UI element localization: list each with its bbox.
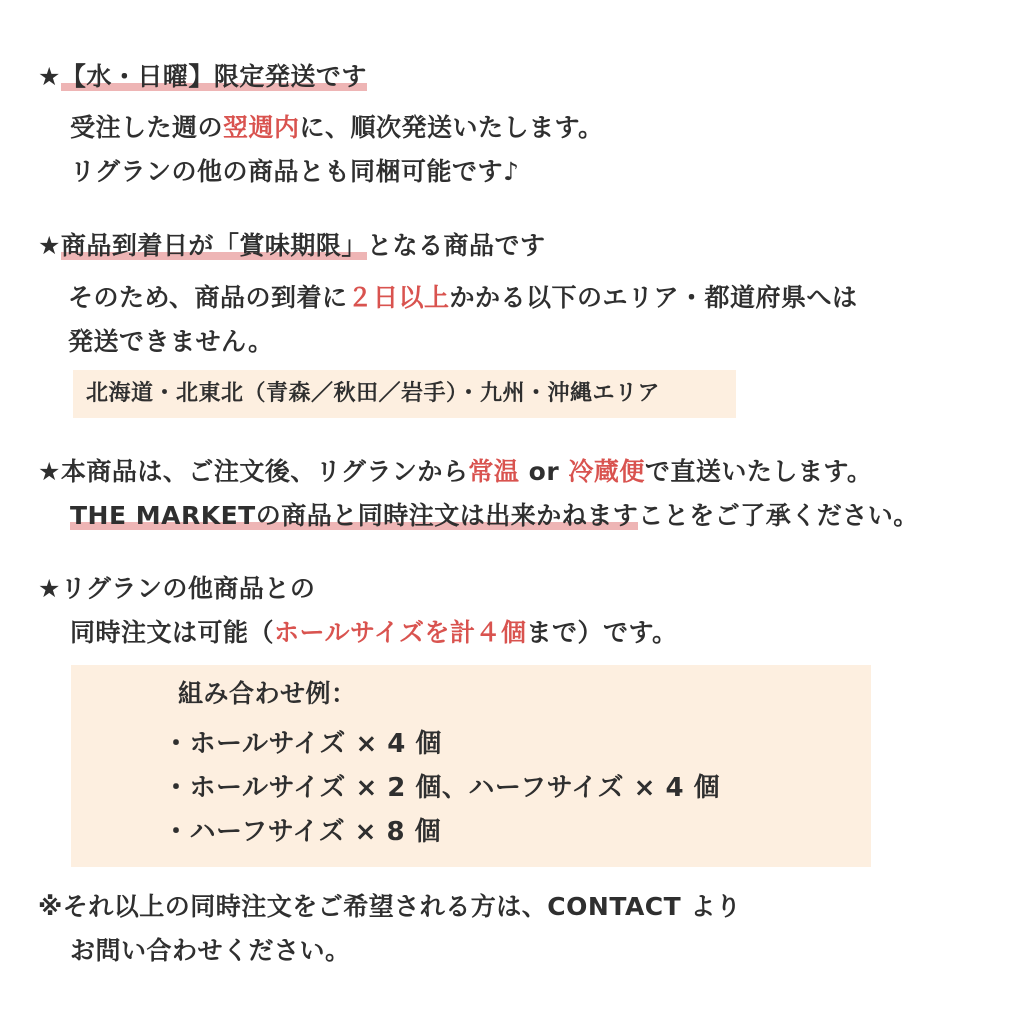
section4-line: [70, 616, 678, 650]
text: そのため、商品の到着に: [68, 283, 348, 312]
area-list: 北海道・北東北（青森／秋田／岩手）・九州・沖縄エリア: [86, 381, 661, 406]
highlight-text: ２日以上: [347, 283, 450, 312]
star-icon: ★: [38, 62, 61, 91]
text: ことをご了承ください。: [638, 501, 919, 530]
note-line1: ※それ以上の同時注文をご希望される方は、CONTACT より: [38, 892, 742, 921]
section2-line1: [68, 281, 858, 315]
section1-heading-text: 【水・日曜】限定発送です: [60, 62, 367, 91]
example-item: ・ハーフサイズ × 8 個: [163, 817, 442, 847]
section3-line1: [38, 455, 872, 489]
section1-line2: リグランの他の商品とも同梱可能です♪: [70, 157, 520, 186]
example-item: ・ホールサイズ × 4 個: [163, 729, 442, 759]
text: 同時注文は可能（: [70, 618, 275, 647]
section2-line2: 発送できません。: [68, 327, 274, 356]
section2-heading: [38, 229, 545, 263]
section3-highlight: THE MARKETの商品と同時注文は出来かねます: [70, 501, 639, 530]
example-item: ・ホールサイズ × 2 個、ハーフサイズ × 4 個: [163, 773, 721, 803]
text: で直送いたします。: [644, 457, 873, 486]
text: に、順次発送いたします。: [299, 113, 604, 142]
text: ★本商品は、ご注文後、リグランから: [38, 457, 469, 486]
highlight-text: ホールサイズを計４個: [274, 618, 527, 647]
section1-line1: [70, 111, 604, 145]
highlight-text: 冷蔵便: [568, 457, 645, 486]
note-line2: お問い合わせください。: [70, 936, 351, 965]
text: 受注した週の: [70, 113, 224, 142]
section2-heading-rest: となる商品です: [366, 231, 546, 260]
section4-heading: ★リグランの他商品との: [38, 574, 316, 603]
section1-heading: [38, 60, 367, 94]
star-icon: ★: [38, 231, 61, 260]
section2-heading-highlight: 商品到着日が「賞味期限」: [60, 231, 367, 260]
text: かかる以下のエリア・都道府県へは: [449, 283, 858, 312]
text: or: [519, 457, 569, 486]
example-title: 組み合わせ例：: [178, 679, 357, 708]
text: まで）です。: [526, 618, 678, 647]
section3-line2: [70, 499, 919, 533]
highlight-text: 常温: [468, 457, 520, 486]
highlight-text: 翌週内: [223, 113, 300, 142]
